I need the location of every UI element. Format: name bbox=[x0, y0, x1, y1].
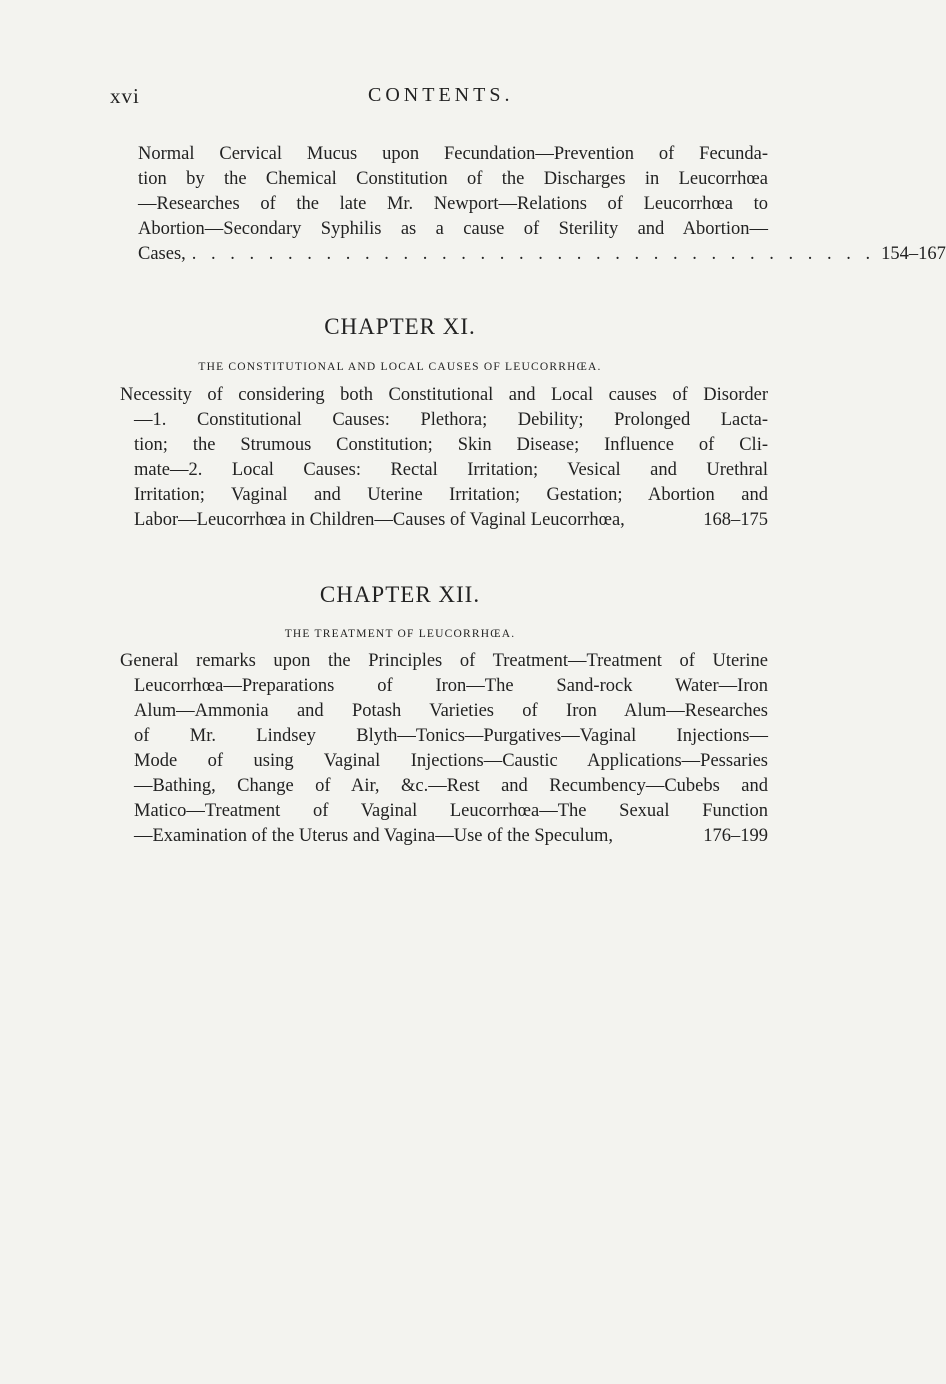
leader-dots: . . . . . . . . . . . . . . . . . . . . . . . . . . . . . . . . . . . . bbox=[191, 244, 876, 264]
contents-line: Mode of using Vaginal Injections—Caustic Applications—Pessaries bbox=[134, 751, 768, 771]
chapter-11-contents bbox=[120, 383, 768, 533]
page-number: xvi bbox=[110, 84, 140, 108]
contents-line: Leucorrhœa—Preparations of Iron—The Sand-rock Water—Iron bbox=[134, 676, 768, 696]
contents-entry-with-pages bbox=[120, 508, 768, 533]
leader-space bbox=[625, 508, 703, 533]
contents-line: Necessity of considering both Constitutional and Local causes of Disorder bbox=[120, 385, 768, 405]
chapter-12-contents bbox=[120, 649, 768, 849]
contents-line: Normal Cervical Mucus upon Fecundation—Prevention of Fecunda- bbox=[138, 144, 768, 164]
contents-line: Alum—Ammonia and Potash Varieties of Iron Alum—Researches bbox=[134, 701, 768, 721]
contents-line: Abortion—Secondary Syphilis as a cause of Sterility and Abortion— bbox=[138, 219, 768, 239]
page-range: 176–199 bbox=[703, 826, 768, 846]
page-range: 154–167 bbox=[881, 244, 946, 264]
contents-line: of Mr. Lindsey Blyth—Tonics—Purgatives—Vaginal Injections— bbox=[134, 726, 768, 746]
running-head bbox=[110, 84, 710, 114]
contents-line: —Bathing, Change of Air, &c.—Rest and Recumbency—Cubebs and bbox=[134, 776, 768, 796]
contents-line: —Examination of the Uterus and Vagina—Use of the Speculum, bbox=[134, 826, 614, 846]
contents-line: Cases, bbox=[138, 244, 186, 264]
page-range: 168–175 bbox=[703, 510, 768, 530]
contents-entry-with-pages bbox=[138, 242, 946, 267]
contents-line: Matico—Treatment of Vaginal Leucorrhœa—The Sexual Function bbox=[134, 801, 768, 821]
chapter-heading: CHAPTER XI. bbox=[324, 314, 476, 339]
leader-space bbox=[613, 824, 703, 849]
contents-entry-with-pages bbox=[120, 824, 768, 849]
chapter-subhead: THE CONSTITUTIONAL AND LOCAL CAUSES OF LEUCORRHŒA. bbox=[198, 361, 602, 373]
contents-line: tion; the Strumous Constitution; Skin Disease; Influence of Cli- bbox=[134, 435, 768, 455]
contents-line: Irritation; Vaginal and Uterine Irritation; Gestation; Abortion and bbox=[134, 485, 768, 505]
contents-line: Labor—Leucorrhœa in Children—Causes of Vaginal Leucorrhœa, bbox=[134, 510, 625, 530]
contents-line: —Researches of the late Mr. Newport—Relations of Leucorrhœa to bbox=[138, 194, 768, 214]
contents-line: mate—2. Local Causes: Rectal Irritation; Vesical and Urethral bbox=[134, 460, 768, 480]
contents-line: —1. Constitutional Causes: Plethora; Debility; Prolonged Lacta- bbox=[134, 410, 768, 430]
chapter-10-continuation bbox=[138, 142, 946, 267]
chapter-heading: CHAPTER XII. bbox=[319, 582, 481, 607]
contents-line: tion by the Chemical Constitution of the Discharges in Leucorrhœa bbox=[138, 169, 768, 189]
running-title: CONTENTS. bbox=[368, 84, 514, 106]
chapter-subhead: THE TREATMENT OF LEUCORRHŒA. bbox=[284, 628, 516, 640]
contents-line: General remarks upon the Principles of Treatment—Treatment of Uterine bbox=[120, 651, 768, 671]
